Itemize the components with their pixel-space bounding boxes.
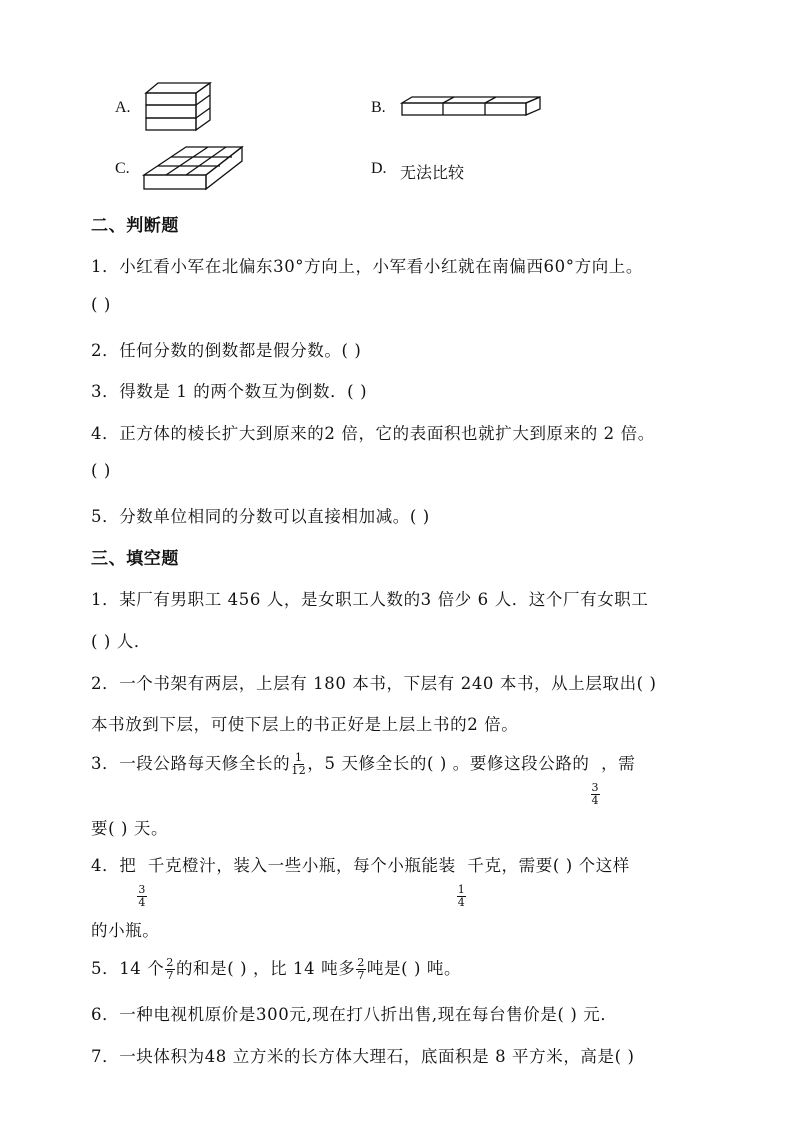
s3-q3-text-1: 3．一段公路每天修全长的 [91,754,291,773]
option-c-label: C. [115,160,130,177]
option-d-text: 无法比较 [400,165,465,182]
s2-question-1: 1．小红看小军在北偏东30°方向上，小军看小红就在南偏西60°方向上。 [91,257,643,276]
option-a-label: A. [115,99,131,116]
s3-question-5 [91,955,461,982]
s3-question-6: 6．一种电视机原价是300元,现在打八折出售,现在每台售价是( ) 元． [91,1005,618,1024]
option-d-label: D. [371,160,387,177]
s3-q4-text-2: 千克橙汁，装入一些小瓶，每个小瓶能装 [147,856,456,875]
s3-question-2-cont: 本书放到下层，可使下层上的书正好是上层上书的2 倍。 [91,715,519,734]
fraction-3-4: $\frac{3}{4}$ [138,883,146,909]
s2-question-1-answer: ( ) [91,295,111,314]
option-c-figure [140,142,248,192]
s3-question-7: 7．一块体积为48 立方米的长方体大理石，底面积是 8 平方米，高是( ) [91,1047,635,1066]
s3-question-4 [91,852,630,909]
s3-question-1: 1．某厂有男职工 456 人，是女职工人数的3 倍少 6 人．这个厂有女职工 [91,590,649,609]
section3-title: 三、填空题 [91,549,179,569]
fraction-1-12: $\frac{1}{12}$ [291,751,307,777]
fraction-3-4: $\frac{3}{4}$ [591,781,600,807]
s2-question-4: 4．正方体的棱长扩大到原来的2 倍，它的表面积也就扩大到原来的 2 倍。 [91,424,655,443]
s2-question-3: 3．得数是 1 的两个数互为倒数．( ) [91,382,368,401]
s3-q5-text-2: 的和是( ) ，比 14 吨多 [175,959,356,978]
s3-question-3-cont: 要( ) 天。 [91,819,169,838]
s2-question-2: 2．任何分数的倒数都是假分数。( ) [91,341,362,360]
s3-question-1-cont: ( ) 人． [91,632,151,651]
s2-question-5: 5．分数单位相同的分数可以直接相加减。( ) [91,507,430,526]
s3-q5-text-3: 吨是( ) 吨。 [366,959,462,978]
fraction-2-7: $\frac{2}{7}$ [166,956,174,982]
option-b-figure [398,94,544,120]
option-a-figure [140,80,220,134]
s3-q4-text-1: 4．把 [91,856,137,875]
s3-question-3 [91,750,635,807]
s3-question-4-cont: 的小瓶。 [91,921,160,940]
fraction-2-7: $\frac{2}{7}$ [357,956,365,982]
s3-q4-text-3: 千克，需要( ) 个这样 [467,856,630,875]
s3-q3-text-2: ，5 天修全长的( ) 。要修这段公路的 [307,754,590,773]
s3-q3-text-3: ，需 [601,754,636,773]
s3-question-2: 2．一个书架有两层，上层有 180 本书，下层有 240 本书，从上层取出( ) [91,674,657,693]
section2-title: 二、判断题 [91,216,179,236]
s3-q5-text-1: 5．14 个 [91,959,165,978]
fraction-1-4: $\frac{1}{4}$ [457,883,466,909]
s2-question-4-answer: ( ) [91,461,111,480]
option-b-label: B. [371,99,386,116]
